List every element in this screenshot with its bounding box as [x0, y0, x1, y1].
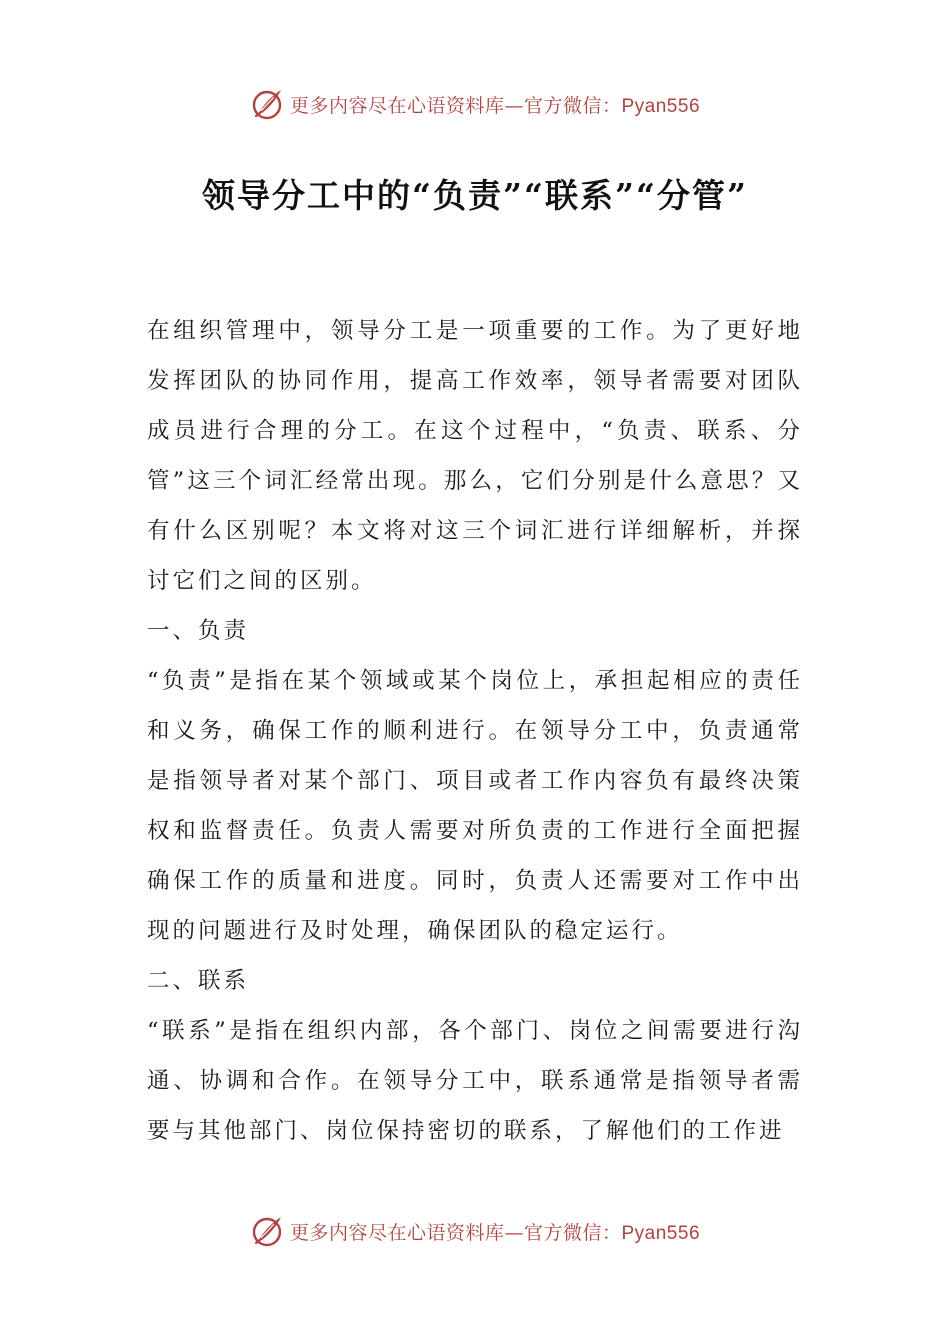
- responsible-paragraph: “负责”是指在某个领域或某个岗位上，承担起相应的责任和义务，确保工作的顺利进行。在领导分工中，负责通常是指领导者对某个部门、项目或者工作内容负有最终决策权和监督责任。负责人需要对所负责的工作进行全面把握确保工作的质量和进度。同时，负责人还需要对工作中出现的问题进行及时处理，确保团队的稳定运行。: [147, 668, 803, 944]
- banner-text: [290, 91, 700, 118]
- quill-pen-logo-icon: [250, 1213, 286, 1249]
- banner-text: [290, 1218, 700, 1245]
- quill-pen-logo-icon: [250, 86, 286, 122]
- footer-watermark-banner: [0, 1211, 950, 1251]
- header-watermark-banner: [0, 84, 950, 124]
- section-heading-liaison: 二、联系: [147, 968, 250, 994]
- banner-wechat-id: Pyan556: [621, 95, 701, 117]
- banner-slogan: 更多内容尽在心语资料库—官方微信：: [289, 1221, 622, 1244]
- document-body: [147, 306, 803, 1156]
- banner-slogan: 更多内容尽在心语资料库—官方微信：: [289, 94, 622, 117]
- liaison-paragraph: “联系”是指在组织内部，各个部门、岗位之间需要进行沟通、协调和合作。在领导分工中，联系通常是指领导者需要与其他部门、岗位保持密切的联系，了解他们的工作进: [147, 1018, 803, 1144]
- banner-wechat-id: Pyan556: [621, 1222, 701, 1244]
- document-title: 领导分工中的“负责”“联系”“分管”: [202, 176, 748, 215]
- intro-paragraph: 在组织管理中，领导分工是一项重要的工作。为了更好地发挥团队的协同作用，提高工作效率，领导者需要对团队成员进行合理的分工。在这个过程中，“负责、联系、分管”这三个词汇经常出现。那么，它们分别是什么意思？又有什么区别呢？本文将对这三个词汇进行详细解析，并探讨它们之间的区别。: [147, 318, 803, 594]
- section-heading-responsible: 一、负责: [147, 618, 250, 644]
